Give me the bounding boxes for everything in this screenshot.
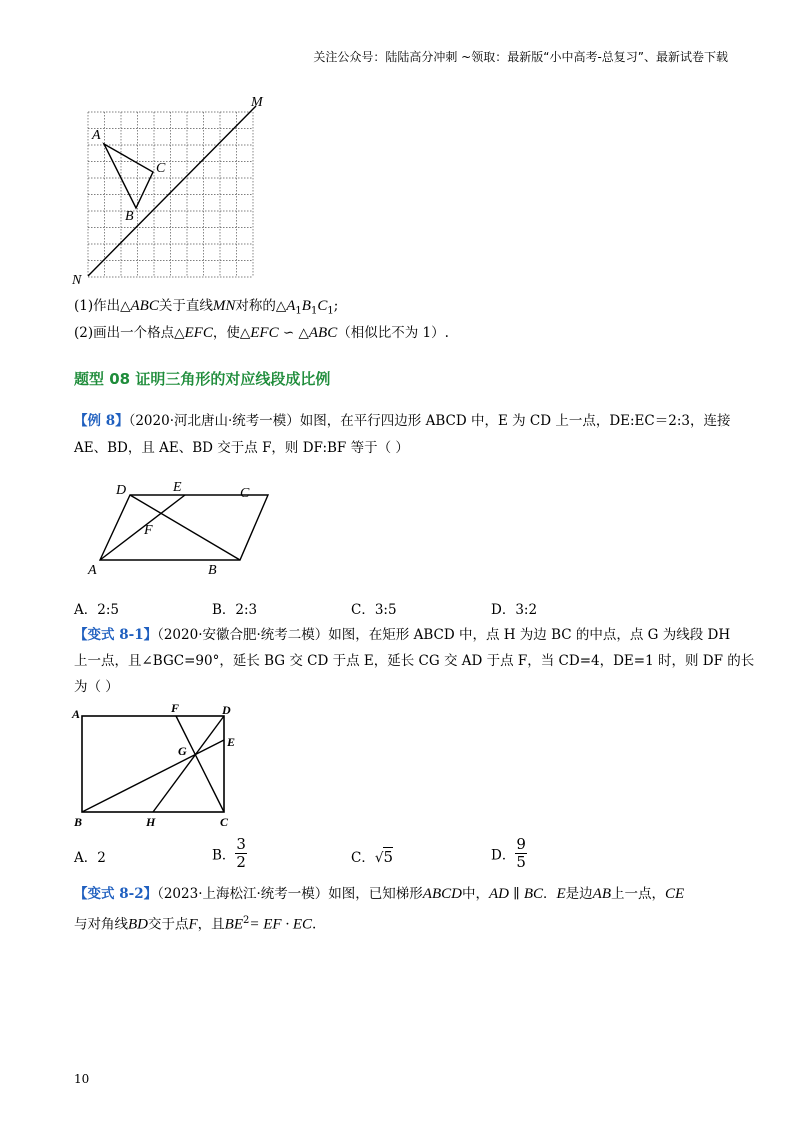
example-8-line-1: 【例 8】（2020·河北唐山·统考一模）如图，在平行四边形 ABCD 中，E 为 CD 上一点，DE:EC＝2:3，连接 [74,413,731,429]
option-a: A．2 [74,850,106,866]
grid-figure [70,92,270,288]
label-c: C [156,161,166,176]
variation-8-1-line-2: 上一点，且∠BGC=90°，延长 BG 交 CD 于点 E，延长 CG 交 AD 于点 F，当 CD=4，DE=1 时，则 DF 的长 [74,653,755,669]
example-tag: 【例 8】 [74,413,129,429]
label-d: D [116,483,127,498]
segment-ae [100,495,185,560]
label-g: G [178,744,187,758]
label-n: N [72,273,82,288]
page-number: 10 [74,1072,90,1086]
grid-lines [88,112,253,277]
parallelogram-figure [84,478,274,578]
sqrt-symbol: √ [374,850,384,866]
variation-8-2-line-2: 与对角线BD交于点F，且$BE^2=$ EF · EC. [74,915,317,933]
segment-dh [153,716,224,812]
variation-tag: 【变式 8-2】 [74,886,158,902]
label-h: H [146,815,156,829]
option-b: B．2:3 [212,602,258,618]
variation-tag: 【变式 8-1】 [74,627,158,643]
line-mn [88,106,256,276]
label-b: B [208,563,217,578]
label-e: E [173,480,182,495]
fraction-3-2: $\frac{3}{2}$ [236,835,246,871]
variation-8-1-line-3: 为（ ） [74,679,119,695]
label-d: D [222,703,231,717]
variation-8-2-line-1: 【变式 8-2】（2023·上海松江·统考一模）如图，已知梯形ABCD中，AD ∥ BC．E是边AB上一点，CE [74,886,685,902]
triangle-abc [104,144,153,208]
fraction-9-5: $\frac{9}{5}$ [516,835,526,871]
rectangle-figure [70,700,245,832]
rectangle-abcd [82,716,224,812]
option-d: D．3:2 [491,602,538,618]
segment-cf [176,716,224,812]
question-part-2: (2)画出一个格点△EFC，使△EFC ∽ △ABC（相似比不为 1）. [74,325,449,341]
label-a: A [72,707,81,721]
segment-be [82,740,224,812]
label-b: B [74,815,83,829]
label-e: E [227,735,236,749]
option-b: B． $\frac{3}{2}$ [212,835,246,871]
label-f: F [144,523,153,538]
question-part-1: (1)作出△ABC关于直线MN对称的$\triangle A_1B_1C_1$; [74,298,339,317]
label-b: B [125,209,134,224]
label-c: C [220,815,229,829]
page-header: 关注公众号：陆陆高分冲刺 ~领取：最新版“小中高考-总复习”、最新试卷下载 [313,50,728,64]
label-a: A [92,128,101,143]
label-a: A [88,563,97,578]
label-c: C [240,486,250,501]
example-8-line-2: AE、BD，且 AE、BD 交于点 F，则 DF:BF 等于（ ） [74,440,409,456]
option-c: C．√5 [351,848,393,866]
option-a: A．2:5 [74,602,119,618]
label-f: F [171,701,180,715]
variation-8-1-line-1: 【变式 8-1】（2020·安徽合肥·统考二模）如图，在矩形 ABCD 中，点 H 为边 BC 的中点，点 G 为线段 DH [74,627,731,643]
label-m: M [251,95,263,110]
section-title: 题型 08 证明三角形的对应线段成比例 [74,370,331,388]
option-d: D． $\frac{9}{5}$ [491,835,526,871]
option-c: C．3:5 [351,602,397,618]
